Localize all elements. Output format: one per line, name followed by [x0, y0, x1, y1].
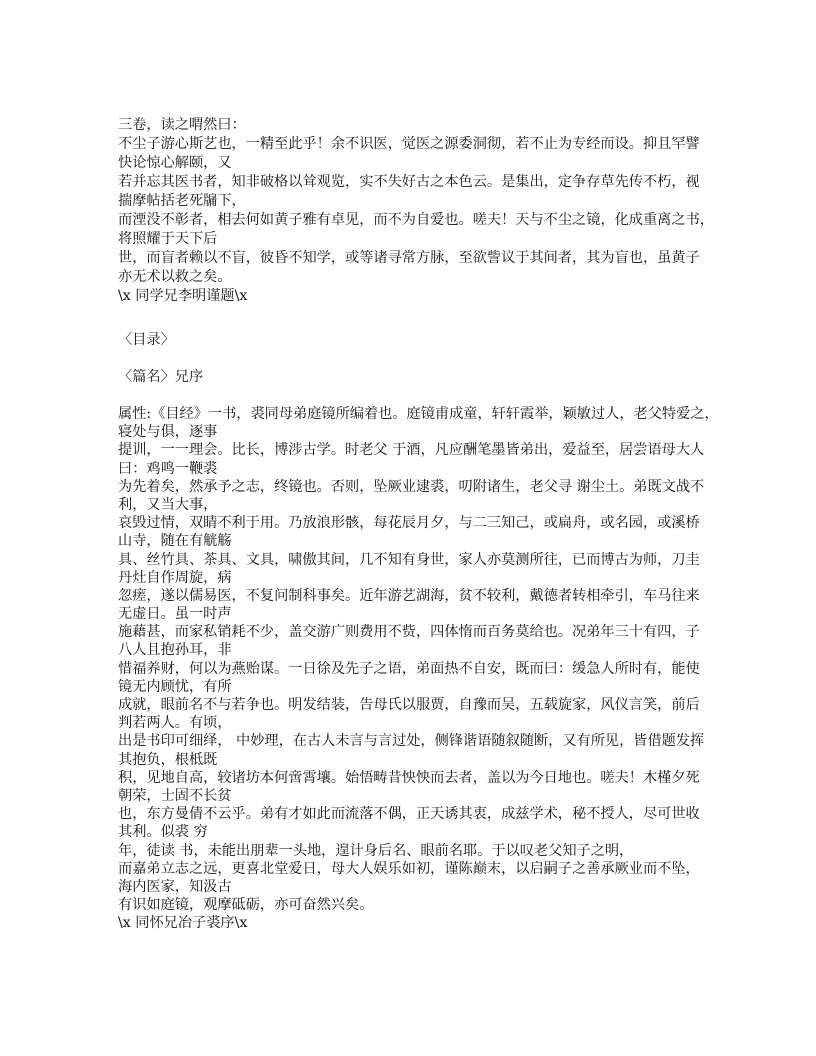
text-line: 八人且抱孙耳，非	[118, 642, 232, 659]
text-line: \x 同学兄李明谨题\x	[118, 288, 248, 304]
section-title: 〈篇名〉兄序	[118, 369, 204, 385]
toc-heading: 〈目录〉	[118, 332, 175, 348]
text-line: \x 同怀兄冶子裘序\x	[118, 915, 248, 932]
text-line: 提训，一一理会。比长，博涉古学。时老父 于酒，凡应酬笔墨皆弟出，爱益至，居尝语母大人	[118, 442, 705, 459]
text-line: 积，见地自高，较诸坊本何啻霄壤。始悟畴昔怏怏而去者，盖以为今日地也。嗟夫！木槿夕死	[118, 769, 700, 786]
text-line: 利，又当大事，	[118, 496, 218, 513]
text-line: 判若两人。有顷，	[118, 715, 232, 732]
text-line: 不尘子游心斯艺也，一精至此乎！余不识医，觉医之源委洞彻，若不止为专经而设。抑且罕譬	[118, 136, 700, 152]
text-line: 哀毁过情，双睛不利于用。乃放浪形骸，每花辰月夕，与二三知己，或扁舟，或名园，或溪桥	[118, 515, 700, 532]
text-line: 亦无术以救之矣。	[118, 269, 232, 285]
text-line: 成就，眼前名不与若争也。明发结装，告母氏以服贾，自豫而吴，五载旋家，风仪言笑，前后	[118, 697, 700, 713]
preface-two-text	[118, 405, 718, 932]
text-line: 为先着矣，然承予之志，终镜也。否则，坠厥业逮裘，叨附诸生，老父寻 谢尘土。弟既文战不	[118, 478, 705, 495]
text-line: 快论惊心解颐，又	[118, 155, 232, 171]
text-line: 有识如庭镜，观摩砥砺，亦可奋然兴矣。	[118, 897, 374, 914]
text-line: 朝荣，士固不长贫	[118, 787, 232, 804]
text-line: 镜无内顾忧，有所	[118, 678, 232, 695]
text-line: 山寺，随在有觥觞	[118, 533, 232, 550]
text-line: 寝处与俱，逐事	[118, 424, 218, 441]
text-line: 其利。似裘 穷	[118, 824, 208, 841]
text-line: 具、丝竹具、茶具、文具，啸傲其间，几不知有身世，家人亦莫测所往，已而博古为师，刀圭	[118, 551, 700, 568]
text-line: 而嘉弟立志之远，更喜北堂爱日，母大人娱乐如初，谨陈巅末，以启嗣子之善承厥业而不坠，	[118, 860, 700, 877]
text-line: 年，徒读 书，未能出朋辈一头地，遑计身后名、眼前名耶。于以叹老父知子之明，	[118, 842, 634, 859]
text-line: 曰：鸡鸣一鞭裘	[118, 460, 218, 477]
text-line: 施藉甚，而家私销耗不少，盖交游广则费用不赀，四体惰而百务莫给也。况弟年三十有四，子	[118, 624, 700, 641]
text-line: 海内医家，知汲古	[118, 878, 232, 895]
text-line: 无虚日。虽一时声	[118, 606, 232, 623]
text-line: 也，东方曼倩不云乎。弟有才如此而流落不偶，正天诱其衷，成兹学术，秘不授人，尽可世收	[118, 806, 700, 823]
text-line: 揣摩帖括老死牖下，	[118, 193, 246, 209]
text-line: 世，而盲者赖以不盲，彼昏不知学，或等诸寻常方脉，至欲訾议于其间者，其为盲也，虽黄子	[118, 250, 700, 266]
text-line: 出是书印可细绎， 中妙理，在古人未言与言过处，侧锋谐语随叙随断，又有所见，皆借题发挥	[118, 733, 705, 750]
text-line: 三卷，读之喟然曰：	[118, 117, 246, 133]
text-line: 惜福养财，何以为燕贻谋。一日徐及先子之语，弟面热不自安，既而曰：缓急人所时有，能使	[118, 660, 700, 677]
text-line: 忽瘥，遂以儒易医，不复问制科事矣。近年游艺湖海，贫不较利，戴德者转相牵引，车马往来	[118, 587, 700, 604]
preface-one-text	[118, 116, 718, 306]
text-line: 而湮没不彰者，相去何如黄子雅有卓见，而不为自爱也。嗟夫！天与不尘之镜，化成重离之书，	[118, 212, 714, 228]
text-line: 若并忘其医书者，知非破格以耸观览，实不失好古之本色云。是集出，定争存草先传不朽，视	[118, 174, 700, 190]
text-line: 丹灶自作周旋，病	[118, 569, 232, 586]
text-line: 将照耀于天下后	[118, 231, 218, 247]
text-line: 属性:《目经》一书，裘同母弟庭镜所编着也。庭镜甫成童，轩轩霞举，颖敏过人，老父特爱之，	[118, 406, 719, 422]
text-line: 其抱负，根柢既	[118, 751, 218, 768]
